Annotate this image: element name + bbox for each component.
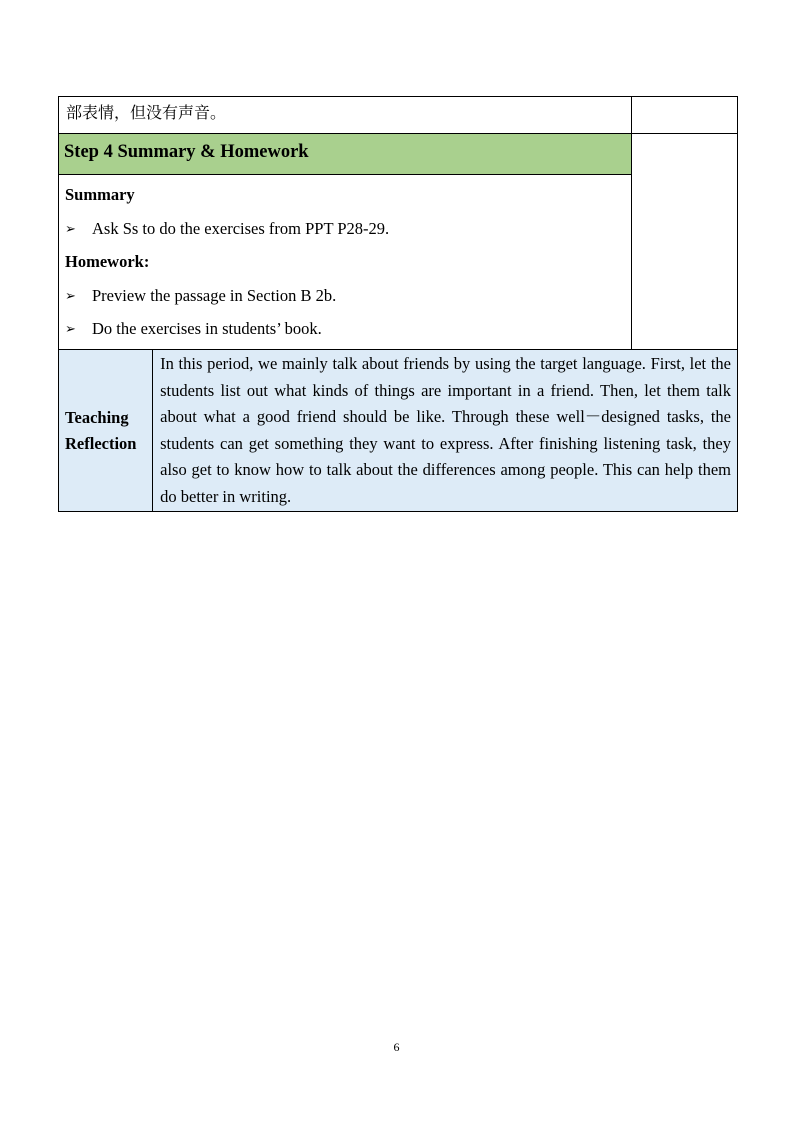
summary-item-text: Ask Ss to do the exercises from PPT P28-29.: [92, 219, 390, 238]
homework-item-text: Do the exercises in students’ book.: [92, 319, 322, 338]
page-number: 6: [393, 1040, 400, 1054]
step4-header-row: [59, 134, 738, 175]
arrow-bullet-icon: ➢: [65, 221, 76, 236]
step4-heading: Step 4 Summary & Homework: [59, 134, 632, 175]
reflection-row: [59, 350, 738, 512]
teaching-reflection-text: In this period, we mainly talk about friends by using the target language. First, let the students list out what kinds of things are important in a friend. Then, let them talk about what a good friend should be like. Through these well－designed tasks, the students can get something they want to express. After finishing listening task, they also get to know how to talk about the differences among people. This can help them do better in writing.: [153, 350, 738, 512]
notes-cell-top: [631, 97, 737, 134]
teaching-reflection-label: [59, 350, 153, 512]
arrow-bullet-icon: ➢: [65, 288, 76, 303]
reflection-label-line2: Reflection: [65, 433, 137, 453]
homework-item-text: Preview the passage in Section B 2b.: [92, 286, 337, 305]
reflection-label-line1: Teaching: [65, 407, 129, 427]
summary-item: [65, 212, 625, 245]
continued-text: 部表情，但没有声音。: [59, 97, 632, 134]
summary-label: Summary: [65, 185, 135, 204]
homework-item: [65, 312, 625, 345]
step4-content: [59, 175, 632, 350]
homework-item: [65, 279, 625, 312]
arrow-bullet-icon: ➢: [65, 321, 76, 336]
notes-cell-step4: [631, 134, 737, 350]
homework-label: Homework:: [65, 252, 150, 271]
continued-row: [59, 97, 738, 134]
lesson-plan-table: [58, 96, 738, 512]
